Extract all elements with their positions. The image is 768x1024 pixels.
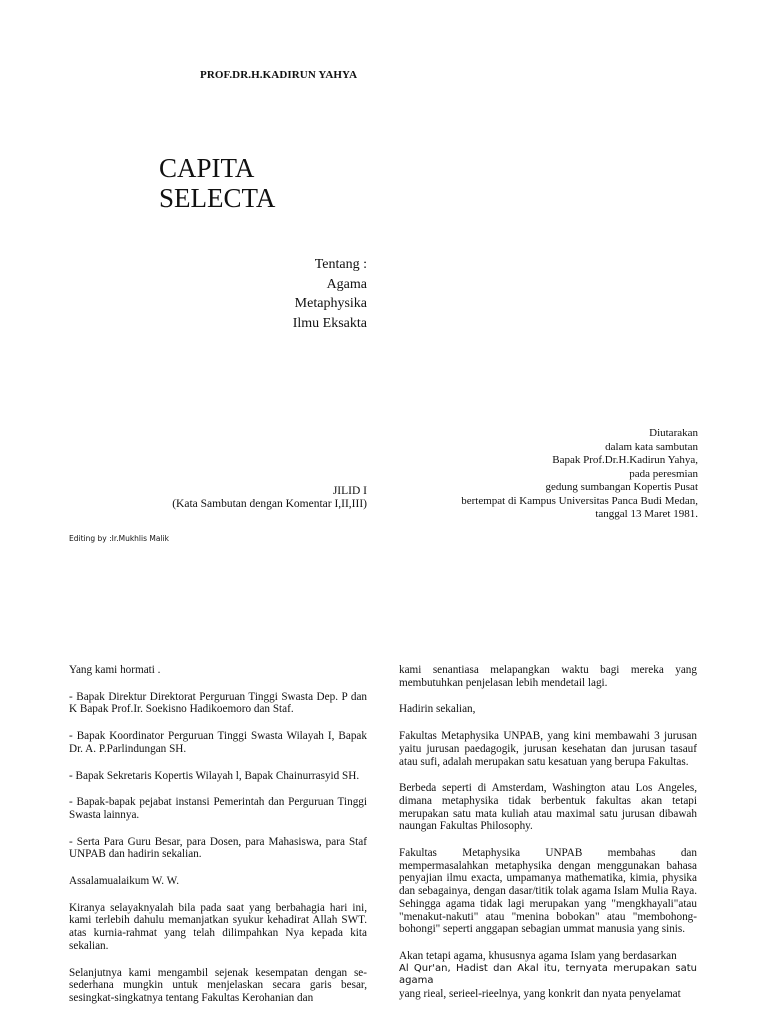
paragraph: - Bapak Koordinator Perguruan Tinggi Swasta Wilayah I, Bapak Dr. A. P.Parlindungan SH. [69,730,367,755]
occasion-line: pada peresmian [629,467,698,480]
document-title [159,153,275,213]
paragraph-line: yang rieal, serieel-rieelnya, yang konkrit dan nyata penyelamat [399,988,681,1001]
paragraph-line: Al Qur'an, Hadist dan Akal itu, ternyata merupakan satu agama [399,962,697,987]
paragraph: Fakultas Metaphysika UNPAB membahas dan mempermasalahkan metaphysika dengan menggunakan bahasa penyajian ilmu exacta, umpamanya mathematika, kimia, physika dan sebagainya, dengan dasar/titik tolak agama Islam Mulia Raya. Sehingga agama tidak lagi merupakan yang "mengkhayali"atau "menakut-nakuti" atau "menina bobokan" atau "membohong-bohongi" seperti anggapan sebagian ummat manusia yang sinis. [399,847,697,936]
occasion-line: bertempat di Kampus Universitas Panca Budi Medan, [461,494,698,507]
paragraph: Hadirin sekalian, [399,703,476,716]
volume-label: JILID I [332,485,367,497]
about-line: Tentang : [314,257,367,272]
paragraph: Berbeda seperti di Amsterdam, Washington atau Los Angeles, dimana metaphysika tidak berbentuk fakultas akan tetapi merupakan satu mata kuliah atau maximal satu jurusan dibawah naungan Fakultas Philosophy. [399,782,697,833]
occasion-line: Diutarakan [649,427,698,439]
about-line: Metaphysika [294,296,367,311]
paragraph: Kiranya selayaknyalah bila pada saat yang berbahagia hari ini, kami terlebih dahulu memanjatkan syukur kehadirat Allah SWT. atas kurnia-rahmat yang telah dilimpahkan Nya kepada kita sekalian. [69,901,367,952]
volume-subtitle: (Kata Sambutan dengan Komentar I,II,III) [172,498,367,510]
occasion-line: gedung sumbangan Kopertis Pusat [545,481,698,493]
about-block [240,255,367,333]
occasion-line: dalam kata sambutan [605,440,698,453]
about-line: Agama [326,276,367,292]
occasion-block [415,427,698,522]
paragraph: Yang kami hormati . [69,664,161,676]
paragraph: - Serta Para Guru Besar, para Dosen, para Mahasiswa, para Staf UNPAB dan hadirin sekalian. [69,835,367,861]
paragraph: Assalamualaikum W. W. [69,875,180,888]
title-line-2: SELECTA [159,183,276,213]
volume-block [150,485,367,511]
about-line: Ilmu Eksakta [292,315,367,331]
occasion-line: tanggal 13 Maret 1981. [595,508,698,520]
paragraph: Fakultas Metaphysika UNPAB, yang kini membawahi 3 jurusan yaitu jurusan paedagogik, jurusan kesehatan dan jurusan tasauf atau sufi, adalah merupakan satu kesatuan yang berupa Fakultas. [399,730,697,768]
paragraph: - Bapak Sekretaris Kopertis Wilayah l, Bapak Chainurrasyid SH. [69,769,360,782]
paragraph: - Bapak Direktur Direktorat Perguruan Tinggi Swasta Dep. P dan K Bapak Prof.Ir. Soekisno Hadikoemoro dan Staf. [69,690,367,716]
title-line-1: CAPITA [159,153,255,183]
occasion-line: Bapak Prof.Dr.H.Kadirun Yahya, [552,454,698,466]
author-name: PROF.DR.H.KADIRUN YAHYA [200,69,358,81]
paragraph: kami senantiasa melapangkan waktu bagi mereka yang membutuhkan penjelasan lebih mendetail lagi. [399,664,697,689]
right-column [399,664,697,1001]
paragraph: Selanjutnya kami mengambil sejenak kesempatan dengan se-sederhana mungkin untuk menjelaskan secara garis besar, sesingkat-singkatnya tentang Fakultas Kerohanian dan [69,966,367,1004]
paragraph-line: Akan tetapi agama, khususnya agama Islam yang berdasarkan [399,949,677,962]
editor-credit: Editing by :Ir.Mukhlis Malik [69,534,169,543]
paragraph: - Bapak-bapak pejabat instansi Pemerintah dan Perguruan Tinggi Swasta lainnya. [69,796,367,821]
left-column [69,664,367,1019]
